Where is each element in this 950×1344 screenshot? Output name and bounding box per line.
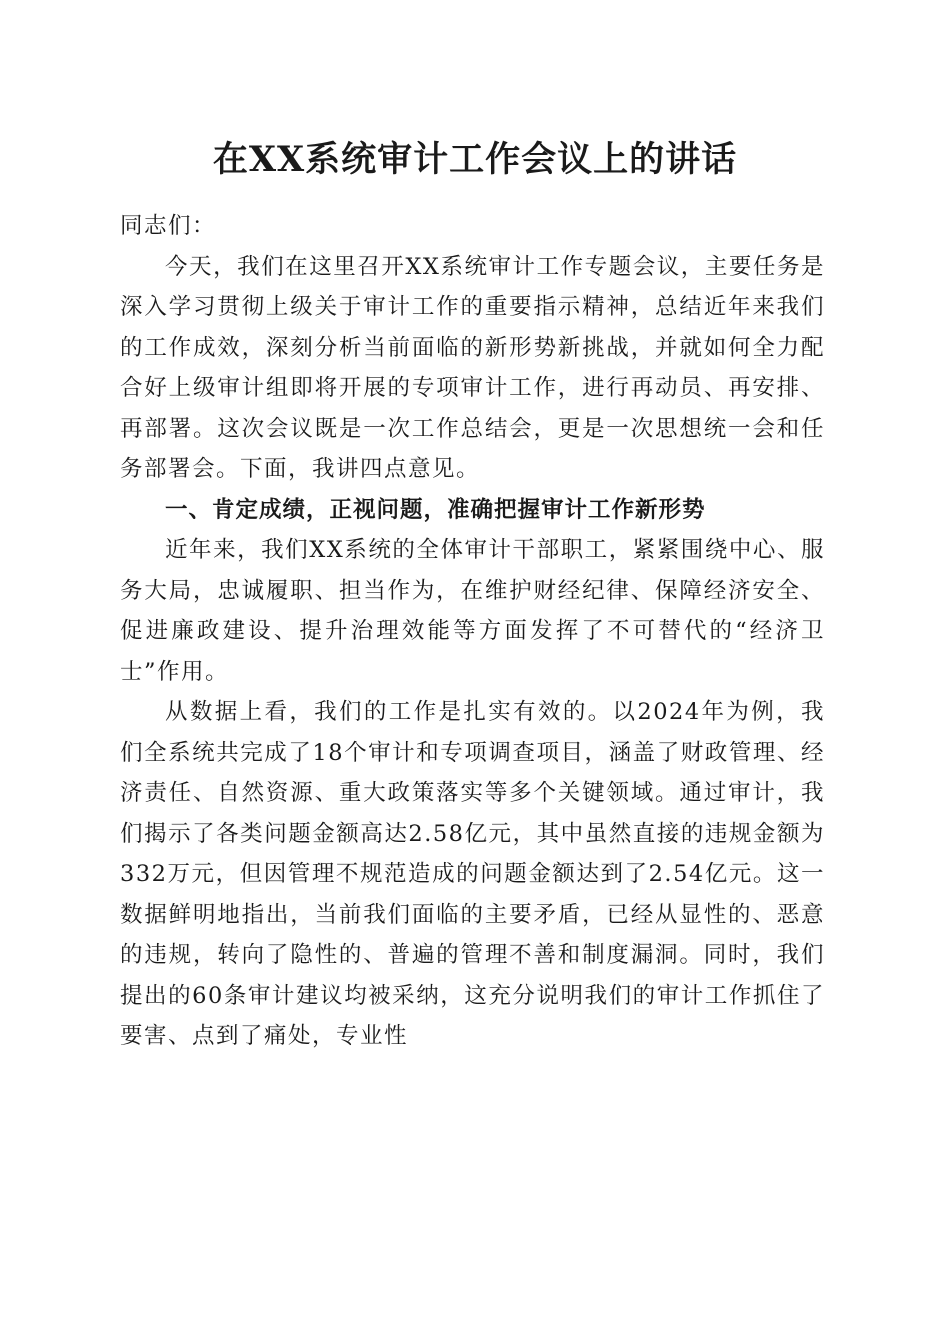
salutation: 同志们： bbox=[120, 213, 217, 239]
opening-paragraph: 今天，我们在这里召开XX系统审计工作专题会议，主要任务是深入学习贯彻上级关于审计工作的重要指示精神，总结近年来我们的工作成效，深刻分析当前面临的新形势新挑战，并就如何全力配合好上级审计组即将开展的专项审计工作，进行再动员、再安排、再部署。这次会议既是一次工作总结会，更是一次思想统一会和任务部署会。下面，我讲四点意见。 bbox=[120, 253, 825, 482]
section-paragraph-1: 近年来，我们XX系统的全体审计干部职工，紧紧围绕中心、服务大局，忠诚履职、担当作为，在维护财经纪律、保障经济安全、促进廉政建设、提升治理效能等方面发挥了不可替代的“经济卫士”作用。 bbox=[120, 537, 825, 685]
section-heading: 一、肯定成绩，正视问题，准确把握审计工作新形势 bbox=[165, 496, 706, 523]
section-paragraph-2: 从数据上看，我们的工作是扎实有效的。以2024年为例，我们全系统共完成了18个审计和专项调查项目，涵盖了财政管理、经济责任、自然资源、重大政策落实等多个关键领域。通过审计，我们揭示了各类问题金额高达2.58亿元，其中虽然直接的违规金额为332万元，但因管理不规范造成的问题金额达到了2.54亿元。这一数据鲜明地指出，当前我们面临的主要矛盾，已经从显性的、恶意的违规，转向了隐性的、普遍的管理不善和制度漏洞。同时，我们提出的60条审计建议均被采纳，这充分说明我们的审计工作抓住了要害、点到了痛处，专业性 bbox=[120, 699, 825, 1049]
document-body bbox=[120, 206, 825, 1057]
document-title: 在XX系统审计工作会议上的讲话 bbox=[212, 139, 738, 180]
